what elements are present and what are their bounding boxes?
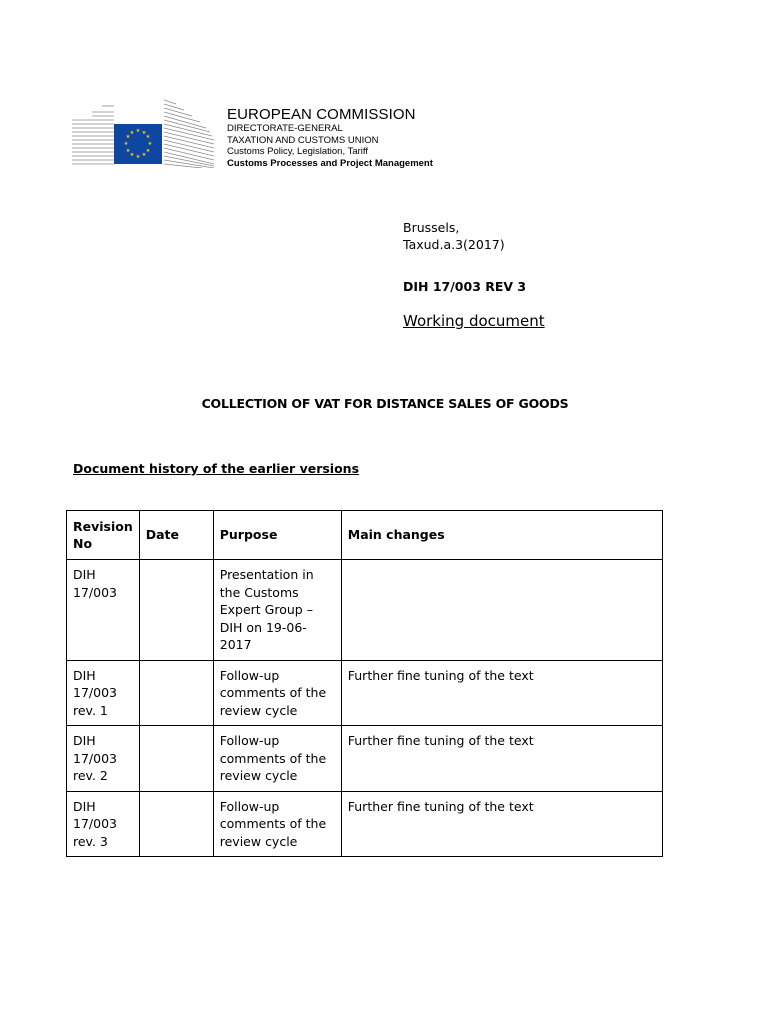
svg-text:★: ★ (147, 141, 153, 147)
table-row (67, 660, 663, 726)
column-header-date: Date (139, 511, 213, 560)
document-type: Working document (403, 312, 545, 330)
svg-text:★: ★ (125, 134, 131, 140)
svg-text:★: ★ (145, 148, 151, 154)
date-cell (139, 791, 213, 857)
purpose-cell: Follow-up comments of the review cycle (213, 660, 341, 726)
table-row (67, 560, 663, 661)
column-header-revision: Revision No (67, 511, 140, 560)
organisation-block (227, 106, 433, 169)
taxation-customs-union: TAXATION AND CUSTOMS UNION (227, 134, 379, 146)
changes-cell (341, 560, 662, 661)
reference-line: Taxud.a.3(2017) (403, 237, 505, 252)
svg-text:★: ★ (141, 152, 147, 158)
svg-text:★: ★ (135, 154, 141, 160)
svg-text:★: ★ (141, 130, 147, 136)
column-header-purpose: Purpose (213, 511, 341, 560)
changes-cell: Further fine tuning of the text (341, 791, 662, 857)
purpose-cell: Follow-up comments of the review cycle (213, 791, 341, 857)
revision-cell: DIH 17/003 rev. 2 (67, 726, 140, 792)
revision-cell: DIH 17/003 (67, 560, 140, 661)
column-header-main-changes: Main changes (341, 511, 662, 560)
svg-text:★: ★ (135, 128, 141, 134)
sub-unit-name: Customs Processes and Project Management (227, 157, 433, 169)
purpose-cell: Presentation in the Customs Expert Group – DIH on 19-06-2017 (213, 560, 341, 661)
changes-cell: Further fine tuning of the text (341, 726, 662, 792)
document-id: DIH 17/003 REV 3 (403, 279, 527, 294)
svg-text:★: ★ (125, 148, 131, 154)
unit-name: Customs Policy, Legislation, Tariff (227, 146, 368, 157)
svg-text:★: ★ (145, 134, 151, 140)
date-cell (139, 660, 213, 726)
svg-text:★: ★ (129, 152, 135, 158)
svg-text:★: ★ (129, 130, 135, 136)
svg-text:★: ★ (123, 141, 129, 147)
document-history-table (66, 510, 663, 857)
table-header-row (67, 511, 663, 560)
table-row (67, 791, 663, 857)
table-row (67, 726, 663, 792)
org-title: EUROPEAN COMMISSION (227, 106, 416, 123)
revision-cell: DIH 17/003 rev. 1 (67, 660, 140, 726)
revision-cell: DIH 17/003 rev. 3 (67, 791, 140, 857)
changes-cell: Further fine tuning of the text (341, 660, 662, 726)
date-cell (139, 560, 213, 661)
european-commission-logo-icon (72, 98, 214, 168)
history-heading: Document history of the earlier versions (73, 461, 360, 476)
date-cell (139, 726, 213, 792)
document-title: COLLECTION OF VAT FOR DISTANCE SALES OF GOODS (201, 396, 569, 411)
directorate-general: DIRECTORATE-GENERAL (227, 123, 343, 134)
purpose-cell: Follow-up comments of the review cycle (213, 726, 341, 792)
place-line: Brussels, (403, 220, 460, 235)
